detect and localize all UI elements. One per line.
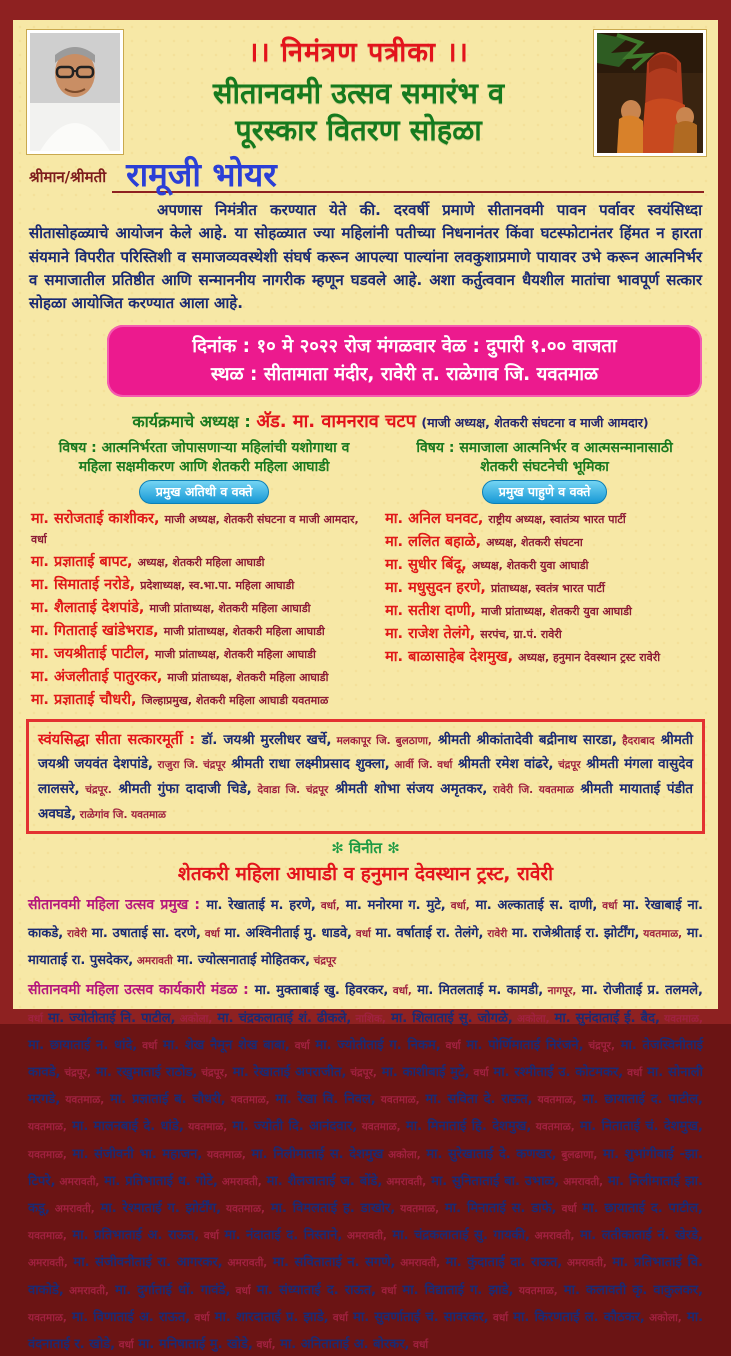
member-place: चंद्रपूर,	[346, 1067, 377, 1080]
member-name: मा. विणाताई अ. राऊत,	[66, 1309, 191, 1325]
member-place: वर्धा	[352, 927, 371, 940]
left-badge: प्रमुख अतिथी व वक्ते	[139, 480, 270, 504]
member-name: मा. प्रज्ञाताई ब. चौधरी,	[104, 1092, 226, 1108]
member-name: श्रीमती श्रीकांतादेवी बद्रीनाथ सारडा,	[431, 731, 617, 748]
guest-row	[385, 577, 704, 597]
guest-row	[31, 551, 377, 571]
guest-row	[385, 623, 704, 643]
member-place: अमरावती,	[55, 1175, 100, 1188]
member-place: वर्धा	[376, 1284, 397, 1297]
guest-row	[385, 554, 704, 574]
member-place: वर्धा	[137, 1039, 158, 1052]
guest-name: मा. राजेश तेलंगे,	[385, 626, 481, 643]
organizer-line: शेतकरी महिला आघाडी व हनुमान देवस्थान ट्रस्ट, रावेरी	[177, 862, 554, 885]
member-name: मा. सुरेखाताई दे. कणखर,	[420, 1146, 557, 1162]
honorees-box	[26, 719, 705, 834]
event-title-line1: सीतानवमी उत्सव समारंभ व	[212, 76, 505, 110]
member-place: वर्धा	[199, 1230, 219, 1243]
guest-detail: माजी प्रांताध्यक्ष, शेतकरी युवा आघाडी	[481, 605, 632, 619]
member-place: आर्वी जि. वर्धा	[389, 759, 453, 772]
invitee-name-underline	[112, 155, 704, 194]
vineet-line	[13, 838, 718, 858]
member-name: मा. शारदाताई प्र. झाडे,	[209, 1309, 329, 1325]
member-place: बुलढाणा,	[556, 1148, 598, 1161]
member-place: वर्धा	[623, 1067, 643, 1080]
guest-detail: माजी अध्यक्ष, शेतकरी संघटना व माजी आमदार, वर्धा	[31, 512, 359, 546]
member-name: मा. अनिताताई अ. बोरकर,	[275, 1336, 410, 1352]
guest-detail: अध्यक्ष, शेतकरी महिला आघाडी	[137, 555, 265, 569]
member-name: मा. चंद्रकलाताई सु. गायकी,	[386, 1228, 530, 1244]
guest-detail: माजी प्रांताध्यक्ष, शेतकरी महिला आघाडी	[163, 625, 325, 639]
member-place: रावेरी	[63, 927, 87, 940]
member-name: मा. वर्षाताई रा. तेलंगे,	[370, 925, 484, 941]
member-name: मा. शुभांगीबाई -झा. टिपरे,	[28, 1146, 703, 1189]
guest-detail: प्रांताध्यक्ष, स्वतंत्र भारत पार्टी	[490, 581, 605, 595]
guest-detail: माजी प्रांताध्यक्ष, शेतकरी महिला आघाडी	[167, 671, 329, 685]
member-place: वर्धा	[200, 927, 220, 940]
member-name: मा. मालनबाई दे. धांडे,	[66, 1119, 184, 1135]
president-label: कार्यक्रमाचे अध्यक्ष :	[132, 411, 251, 431]
member-name: मा. राजेश्रीताई रा. झोर्टींग,	[507, 925, 640, 941]
member-name: मा. प्रतिभाताई ध. गोटे,	[99, 1173, 218, 1189]
member-place: वर्धा	[28, 1012, 44, 1025]
guest-row	[385, 646, 704, 666]
member-name: मा. छायाताई द. पाटील,	[576, 1201, 703, 1216]
member-place: वर्धा,	[445, 899, 470, 912]
guest-row	[31, 597, 377, 617]
member-place: यवतमाळ,	[375, 1094, 420, 1107]
president-line	[13, 403, 718, 435]
member-name: मा. प्रतिभाताई अ. राऊत,	[66, 1228, 200, 1244]
member-name: श्रीमती राधा लक्ष्मीप्रसाद शुक्ला,	[225, 756, 390, 773]
left-guest-list	[31, 508, 377, 710]
guest-detail: अध्यक्ष, शेतकरी युवा आघाडी	[471, 558, 589, 572]
member-name: श्रीमती शोभा संजय अमृतकर,	[328, 781, 488, 798]
member-place: वर्धा	[469, 1067, 489, 1080]
member-place: वर्धा	[328, 1311, 348, 1324]
member-place: नाशिक,	[351, 1012, 387, 1025]
member-place: हैदराबाद	[617, 734, 655, 747]
member-name: श्रीमती मंगला वासुदेव लालसरे,	[38, 756, 693, 798]
member-place: यवतमाळ,	[28, 1148, 67, 1161]
member-name: मा. दुर्गाताई धों. गावंडे,	[108, 1282, 231, 1298]
sita-scene-photo	[594, 30, 706, 156]
member-place: यवतमाळ,	[28, 1311, 67, 1324]
member-name: मा. छायाताई न. धांदे,	[28, 1037, 138, 1053]
member-place: अकोला,	[175, 1012, 213, 1025]
member-place: वर्धा,	[388, 984, 412, 997]
invitee-line	[13, 155, 718, 194]
member-place: अमरावती,	[222, 1257, 268, 1270]
right-topic-line1: विषय : समाजाला आत्मनिर्भर व आत्मसन्मानासाठी	[416, 439, 673, 456]
member-place: अमरावती,	[63, 1284, 109, 1297]
salutation-label: श्रीमान/श्रीमती	[29, 168, 107, 186]
right-guest-list	[385, 508, 704, 667]
member-place: राळेगांव जि. यवतमाळ	[76, 808, 166, 821]
member-place: अमरावती,	[28, 1257, 68, 1270]
karyakari-mandal-label: सीतानवमी महिला उत्सव कार्यकारी मंडळ :	[28, 981, 249, 998]
member-name: मा. चंद्रकलाताई शं. ढीकले,	[212, 1010, 352, 1026]
member-name: मा. अल्काताई स. दाणी,	[469, 897, 598, 913]
left-topic-line2: महिला सक्षमीकरण आणि शेतकरी महिला आघाडी	[78, 458, 330, 475]
speaker-columns	[13, 435, 718, 713]
member-place: अमरावती,	[562, 1257, 607, 1270]
member-place: अमरावती	[133, 954, 173, 967]
member-name: मा. कलावती कृ. वाकुलकर,	[557, 1282, 704, 1298]
member-place: वर्धा	[190, 1311, 210, 1324]
member-place: यवतमाळ,	[531, 1121, 575, 1134]
member-name: मा. संध्याताई द. राऊत,	[250, 1282, 377, 1298]
member-name: मा. संजीवनीताई रा. आगरकर,	[67, 1255, 223, 1271]
member-name: मा. संजीवनी भा. महाजन,	[66, 1146, 203, 1162]
member-name: श्रीमती जयश्री जयवंत देशपांडे,	[38, 731, 693, 773]
member-place: यवतमाळ,	[395, 1203, 440, 1215]
member-name: मा. लतीकाताई नं. खेरडे,	[574, 1228, 703, 1244]
member-name: मा. मिनाताई हि. देशमुख,	[400, 1119, 532, 1135]
member-name: मा. सुवर्णाताई चं. सावरकर,	[347, 1309, 489, 1325]
member-name: श्रीमती मायाताई पंडीत अवघडे,	[38, 781, 694, 822]
member-place: चंद्रपूर	[310, 954, 337, 967]
member-name: मा. उषाताई सा. दरणे,	[87, 925, 201, 941]
member-place: चंद्रपूर.	[79, 784, 112, 797]
guest-detail: सरपंच, ग्रा.पं. रावेरी	[480, 628, 562, 642]
guest-row	[31, 508, 377, 548]
member-name: मा. तेजस्विनीताई कावडे,	[28, 1037, 704, 1081]
member-name: मा. निताताई चं. देशमुख,	[574, 1119, 703, 1135]
guest-detail: राष्ट्रीय अध्यक्ष, स्वातंत्र्य भारत पार्टी	[488, 512, 626, 526]
guest-name: मा. अंजलीताई पातुरकर,	[31, 669, 168, 686]
left-badge-row	[31, 480, 377, 504]
member-name: मा. काशीबाई मुटे,	[376, 1065, 470, 1081]
member-place: वर्धा	[440, 1039, 461, 1052]
guest-row	[385, 600, 704, 620]
event-venue: स्थळ : सीतामाता मंदीर, रावेरी त. राळेगाव जि. यवतमाळ	[210, 364, 599, 385]
member-place: अमरावती,	[49, 1203, 95, 1215]
title-block	[123, 30, 594, 149]
vineet-word: विनीत	[349, 838, 382, 857]
member-place: वर्धा	[289, 1039, 310, 1052]
member-place: यवतमाळ,	[183, 1121, 228, 1134]
member-name: मा. विद्याताई ग. झाडे,	[396, 1282, 514, 1298]
member-name: मा. सुनिताताई बा. उभाळ,	[426, 1173, 560, 1189]
member-name: मा. ज्योती दि. आनंदवार,	[227, 1119, 358, 1135]
member-name: मा. सविता दे. राऊत,	[419, 1092, 533, 1108]
guest-name: मा. सिमाताई नरोडे,	[31, 576, 141, 593]
member-place: वर्धा	[488, 1311, 509, 1324]
member-place: अमरावती,	[342, 1230, 387, 1243]
member-place: यवतमाळ,	[357, 1121, 401, 1134]
member-name: मा. मनिषाताई मु. खोडे,	[133, 1336, 253, 1352]
guest-name: मा. प्रज्ञाताई चौधरी,	[31, 692, 142, 709]
member-place: मलकापूर जि. बुलठाणा,	[331, 734, 432, 747]
invitation-paragraph: अपणास निमंत्रीत करण्यात येते की. दरवर्षी प्रमाणे सीतानवमी पावन पर्वावर स्वयंसिध्दा सीतासोहळ्याचे आयोजन केले आहे. या सोहळ्यात ज्या महिलांनी पतीच्या निधनानंतर किंवा घटस्फोटानंतर हिंमत न हारता संयमाने विपरीत परिस्तिशी व समाजव्यवस्थेशी संघर्ष करून आपल्या पाल्यांना लवकुशाप्रमाणे पायावर उभे करून आत्मनिर्भर व समाजातील प्रतिष्ठीत आणि सन्माननीय नागरीक म्हणून घडवले आहे. अशा कर्तुत्ववान धैयशील मातांचा भावपूर्ण सत्कार सोहळा आयोजित करण्यात आला आहे.	[29, 201, 702, 312]
member-name: मा. शिलाताई सु. जोगळे,	[386, 1010, 513, 1026]
guest-row	[31, 689, 377, 709]
member-place: चंद्रपूर	[553, 759, 581, 772]
president-name: अ‍ॅड. मा. वामनराव चटप	[256, 410, 416, 432]
guest-row	[31, 666, 377, 686]
member-name: मा. विमलताई ह. डाखोर,	[264, 1201, 396, 1216]
member-place: वर्धा,	[252, 1338, 276, 1351]
member-place: अमरावती,	[217, 1175, 262, 1188]
member-name: मा. ज्योत्सनाताई मोहितकर,	[172, 952, 311, 968]
karyakari-mandal-list	[28, 979, 703, 1352]
member-place: यवतमाळ,	[60, 1094, 105, 1107]
right-topic-line2: शेतकरी संघटनेची भूमिका	[480, 458, 609, 475]
member-name: मा. मिनाताई स. डाफे,	[439, 1201, 557, 1216]
member-name: मा. शैलजाताई ज. बोंडे,	[261, 1173, 383, 1189]
vineet-decor-right: ✻	[387, 838, 400, 857]
member-name: डॉ. जयश्री मुरलीधर खर्चे,	[201, 731, 332, 748]
member-place: यवतमाळ,	[532, 1094, 577, 1107]
member-name: मा. वंदनाताई र. खोडे,	[28, 1309, 704, 1352]
member-place: चंद्रपूर,	[583, 1039, 615, 1052]
guest-detail: माजी प्रांताध्यक्ष, शेतकरी महिला आघाडी	[149, 601, 311, 615]
left-topic-line1: विषय : आत्मनिर्भरता जोपासणाऱ्या महिलांची यशोगाथा व	[58, 439, 350, 456]
guest-name: मा. जयश्रीताई पाटील,	[31, 646, 155, 663]
member-place: चंद्रपूर,	[60, 1067, 91, 1080]
member-name: मा. रेखा वि. निवल,	[269, 1092, 376, 1108]
guest-name: मा. शैलाताई देशपांडे,	[31, 599, 150, 616]
member-place: वर्धा	[409, 1338, 429, 1351]
member-name: मा. पोर्णिमाताई निरंजने,	[460, 1037, 584, 1053]
guest-name: मा. गिताताई खांडेभराड,	[31, 623, 164, 640]
guest-name: मा. ललित बहाळे,	[385, 533, 487, 550]
right-badge-row	[385, 480, 704, 504]
member-name: मा. कुंदाताई दा. राऊत,	[440, 1255, 563, 1271]
member-name: मा. निलीमाताई स. देशमुख	[245, 1146, 384, 1162]
member-name: मा. रेखाताई म. हरणे,	[206, 897, 316, 913]
member-place: वर्धा	[230, 1284, 251, 1297]
host-portrait-photo	[27, 30, 123, 154]
right-column	[381, 439, 708, 713]
member-place: वर्धा	[597, 899, 618, 912]
header	[13, 20, 718, 156]
member-name: मा. किरणताई ल. कौठकर,	[508, 1309, 645, 1325]
member-place: अकोला,	[383, 1148, 421, 1161]
guest-row	[31, 574, 377, 594]
member-name: मा. मायाताई रा. पुसदेकर,	[28, 925, 704, 968]
member-place: वर्धा	[556, 1203, 577, 1215]
member-place: यवतमाळ,	[28, 1121, 67, 1134]
guest-name: मा. बाळासाहेब देशमुख,	[385, 649, 519, 666]
event-title-line2: पूरस्कार वितरण सोहळा	[235, 113, 482, 148]
member-place: यवतमाळ,	[225, 1094, 270, 1107]
member-name: मा. रश्मीताई उ. कोटमकर,	[488, 1065, 624, 1081]
vineet-decor-left: ✻	[331, 838, 344, 857]
member-place: यवतमाळ,	[221, 1203, 265, 1215]
guest-row	[385, 508, 704, 528]
right-topic	[385, 439, 704, 477]
invitee-name: रामूजी भोयर	[126, 155, 277, 194]
member-place: अमरावती,	[559, 1175, 604, 1188]
member-place: यवतमाळ,	[28, 1230, 67, 1243]
member-place: अमरावती,	[529, 1230, 575, 1243]
member-name: मा. रेश्माताई ग. झोर्टींग,	[94, 1201, 222, 1216]
right-badge: प्रमुख पाहुणे व वक्ते	[482, 480, 608, 504]
utsav-pramukh-section	[13, 890, 718, 972]
member-place: चंद्रपूर,	[197, 1067, 228, 1080]
member-name: मा. ज्योतीताई नि. पाटील,	[43, 1010, 176, 1026]
guest-row	[31, 620, 377, 640]
member-place: यवतमाळ,	[659, 1012, 703, 1025]
member-name: मा. ज्योतीताई ग. निकम,	[309, 1037, 441, 1053]
event-date-time: दिनांक : १० मे २०२२ रोज मंगळवार वेळ : दुपारी १.०० वाजता	[192, 336, 617, 358]
member-name: मा. छायाताई द. पाटील,	[576, 1092, 703, 1108]
member-name: श्रीमती गुंफा दादाजी चिडे,	[111, 781, 252, 798]
guest-detail: अध्यक्ष, हनुमान देवस्थान ट्रस्ट रावेरी	[518, 651, 661, 665]
member-name: मा. निलीमाताई झा. कडू,	[28, 1173, 703, 1216]
member-place: राजुरा जि. चंद्रपूर	[153, 759, 226, 772]
honorees-label: स्वंयसिद्धा सीता सत्कारमूर्ती :	[38, 731, 196, 748]
guest-name: मा. सुधीर बिंदू,	[385, 556, 472, 573]
member-name: मा. मितलताई म. कामडी,	[411, 982, 544, 998]
guest-name: मा. अनिल घनवट,	[385, 510, 489, 527]
member-name: मा. मनोरमा ग. मुटे,	[339, 897, 446, 913]
guest-detail: अध्यक्ष, शेतकरी संघटना	[486, 535, 583, 549]
guest-row	[31, 643, 377, 663]
member-place: यवतमाळ,	[513, 1284, 558, 1297]
member-name: मा. सोनाली मरगडे,	[28, 1065, 703, 1108]
member-place: रावेरी	[483, 927, 508, 940]
card-title: ।। निमंत्रण पत्रीका ।।	[248, 37, 469, 68]
host-portrait-illustration	[30, 33, 120, 151]
member-name: मा. सुनंदाताई ई. बैद,	[549, 1010, 660, 1026]
sita-scene-illustration	[597, 33, 703, 153]
member-name: मा. शेख नैमून शेख बाबा,	[157, 1037, 290, 1053]
member-place: अमरावती,	[395, 1257, 441, 1270]
karyakari-mandal-section	[13, 975, 718, 1356]
member-name: मा. मुक्ताबाई खु. हिवरकर,	[254, 982, 389, 998]
left-topic	[31, 439, 377, 477]
member-place: वर्धा	[115, 1338, 134, 1351]
utsav-pramukh-label: सीतानवमी महिला उत्सव प्रमुख :	[28, 896, 200, 913]
member-name: मा. सविताताई न. सगणे,	[267, 1255, 396, 1271]
member-name: मा. रोजीताई प्र. तलमले,	[576, 982, 703, 998]
guest-name: मा. प्रज्ञाताई बापट,	[31, 553, 138, 570]
guest-name: मा. सतीश दाणी,	[385, 603, 482, 620]
member-place: देवाडा जि. चंद्रपूर	[251, 784, 329, 797]
member-place: रावेरी जि. यवतमाळ	[487, 784, 574, 797]
member-name: श्रीमती रमेश वांढरे,	[452, 756, 554, 773]
member-place: अकोला,	[644, 1311, 682, 1324]
member-place: यवतमाळ,	[202, 1148, 246, 1161]
member-place: अकोला,	[512, 1012, 550, 1025]
member-place: यवतमाळ,	[639, 927, 683, 940]
member-name: मा. रेखाबाई ना. काकडे,	[28, 897, 703, 941]
president-detail: (माजी अध्यक्ष, शेतकरी संघटना व माजी आमदार)	[421, 414, 649, 430]
member-name: मा. प्रतिभाताई वि. वाकोडे,	[28, 1255, 703, 1298]
member-place: नागपूर,	[543, 984, 577, 997]
guest-detail: जिल्हाप्रमुख, शेतकरी महिला आघाडी यवतमाळ	[141, 694, 329, 708]
guest-detail: प्रदेशाध्यक्ष, स्व.भा.पा. महिला आघाडी	[140, 578, 295, 592]
member-name: मा. नंदाताई द. निस्ताने,	[218, 1228, 343, 1244]
member-place: वर्धा,	[315, 899, 340, 912]
member-name: मा. रेखाताई अपराजीत,	[227, 1065, 347, 1081]
guest-detail: माजी प्रांताध्यक्ष, शेतकरी महिला आघाडी	[154, 648, 316, 662]
left-column	[27, 439, 381, 713]
member-name: मा. रखुमाताई राठोड,	[90, 1065, 198, 1081]
guest-row	[385, 531, 704, 551]
guest-name: मा. मधुसुदन हरणे,	[385, 579, 491, 596]
event-details-box	[107, 325, 702, 397]
guest-name: मा. सरोजताई काशीकर,	[31, 510, 165, 527]
member-name: मा. अश्विनीताई मु. धाडवे,	[219, 925, 352, 941]
member-place: अमरावती,	[382, 1175, 427, 1188]
